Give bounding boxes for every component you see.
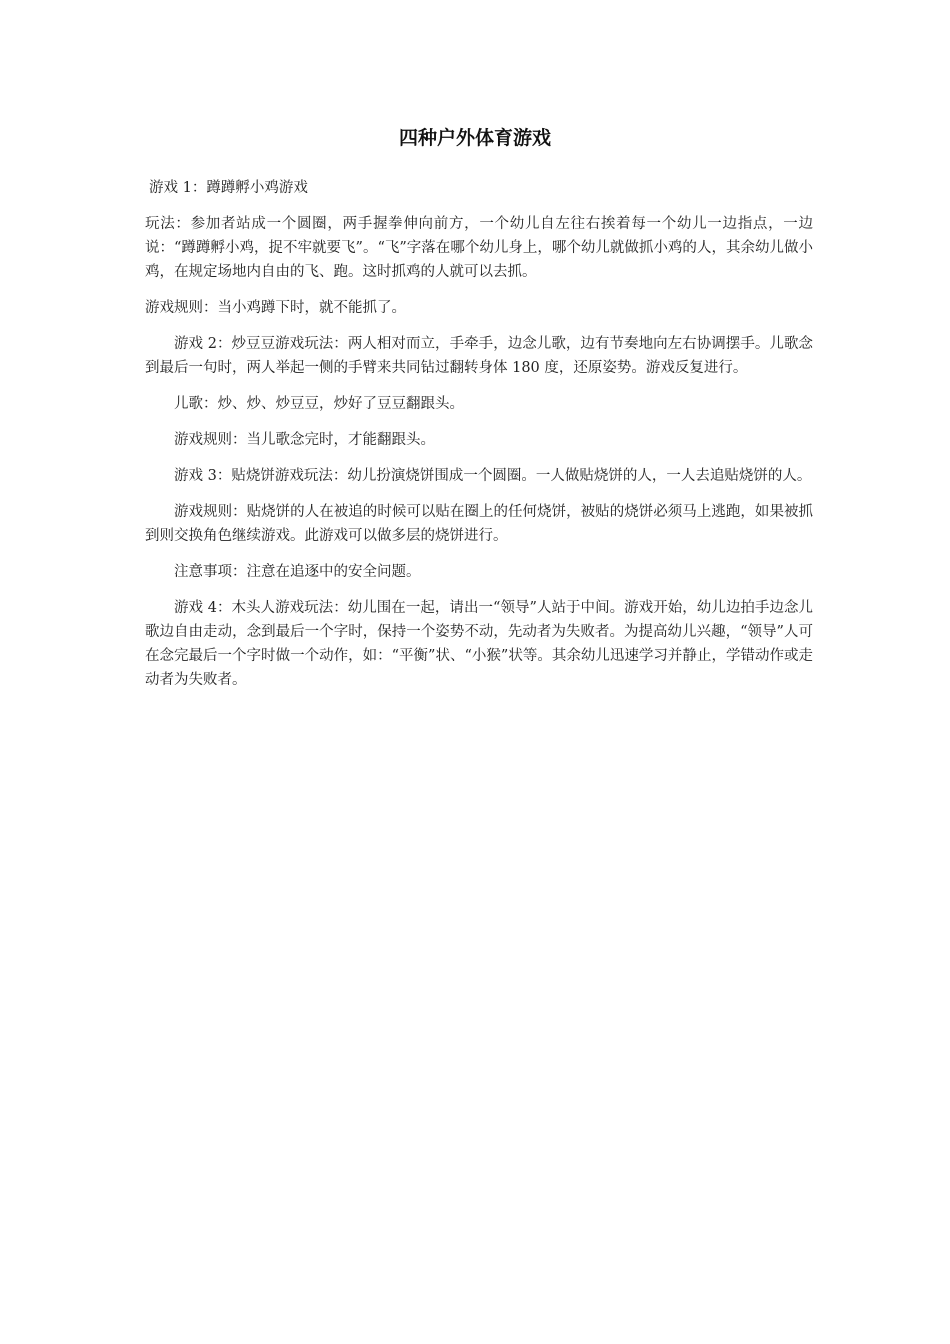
game-3-game-rules: 游戏规则：贴烧饼的人在被追的时候可以贴在圈上的任何烧饼，被贴的烧饼必须马上逃跑，如果被抓到则交换角色继续游戏。此游戏可以做多层的烧饼进行。 [145, 504, 813, 544]
game-3-safety-note: 注意事项：注意在追逐中的安全问题。 [174, 564, 421, 580]
game-2-rhyme: 儿歌：炒、炒、炒豆豆，炒好了豆豆翻跟头。 [174, 396, 464, 412]
game-3-description: 游戏 3：贴烧饼游戏玩法：幼儿扮演烧饼围成一个圆圈。一人做贴烧饼的人，一人去追贴烧饼的人。 [174, 468, 812, 484]
document-body [145, 176, 813, 704]
game-1-heading: 游戏 1：蹲蹲孵小鸡游戏 [149, 180, 308, 196]
game-1-game-rules: 游戏规则：当小鸡蹲下时，就不能抓了。 [145, 300, 406, 316]
game-2-game-rules: 游戏规则：当儿歌念完时，才能翻跟头。 [174, 432, 435, 448]
game-4-description: 游戏 4：木头人游戏玩法：幼儿围在一起，请出一“领导”人站于中间。游戏开始，幼儿边拍手边念儿歌边自由走动，念到最后一个字时，保持一个姿势不动，先动者为失败者。为提高幼儿兴趣，“领导”人可在念完最后一个字时做一个动作，如：“平衡”状、“小猴”状等。其余幼儿迅速学习并静止，学错动作或走动者为失败者。 [145, 600, 813, 688]
game-1-rules-of-play: 玩法：参加者站成一个圆圈，两手握拳伸向前方，一个幼儿自左往右挨着每一个幼儿一边指点，一边说：“蹲蹲孵小鸡，捉不牢就要飞”。“飞”字落在哪个幼儿身上，哪个幼儿就做抓小鸡的人，其余幼儿做小鸡，在规定场地内自由的飞、跑。这时抓鸡的人就可以去抓。 [145, 216, 813, 280]
game-2-description: 游戏 2：炒豆豆游戏玩法：两人相对而立，手牵手，边念儿歌，边有节奏地向左右协调摆手。儿歌念到最后一句时，两人举起一侧的手臂来共同钻过翻转身体 180 度，还原姿势。游戏反复进行。 [145, 336, 813, 376]
document-title: 四种户外体育游戏 [398, 127, 551, 149]
